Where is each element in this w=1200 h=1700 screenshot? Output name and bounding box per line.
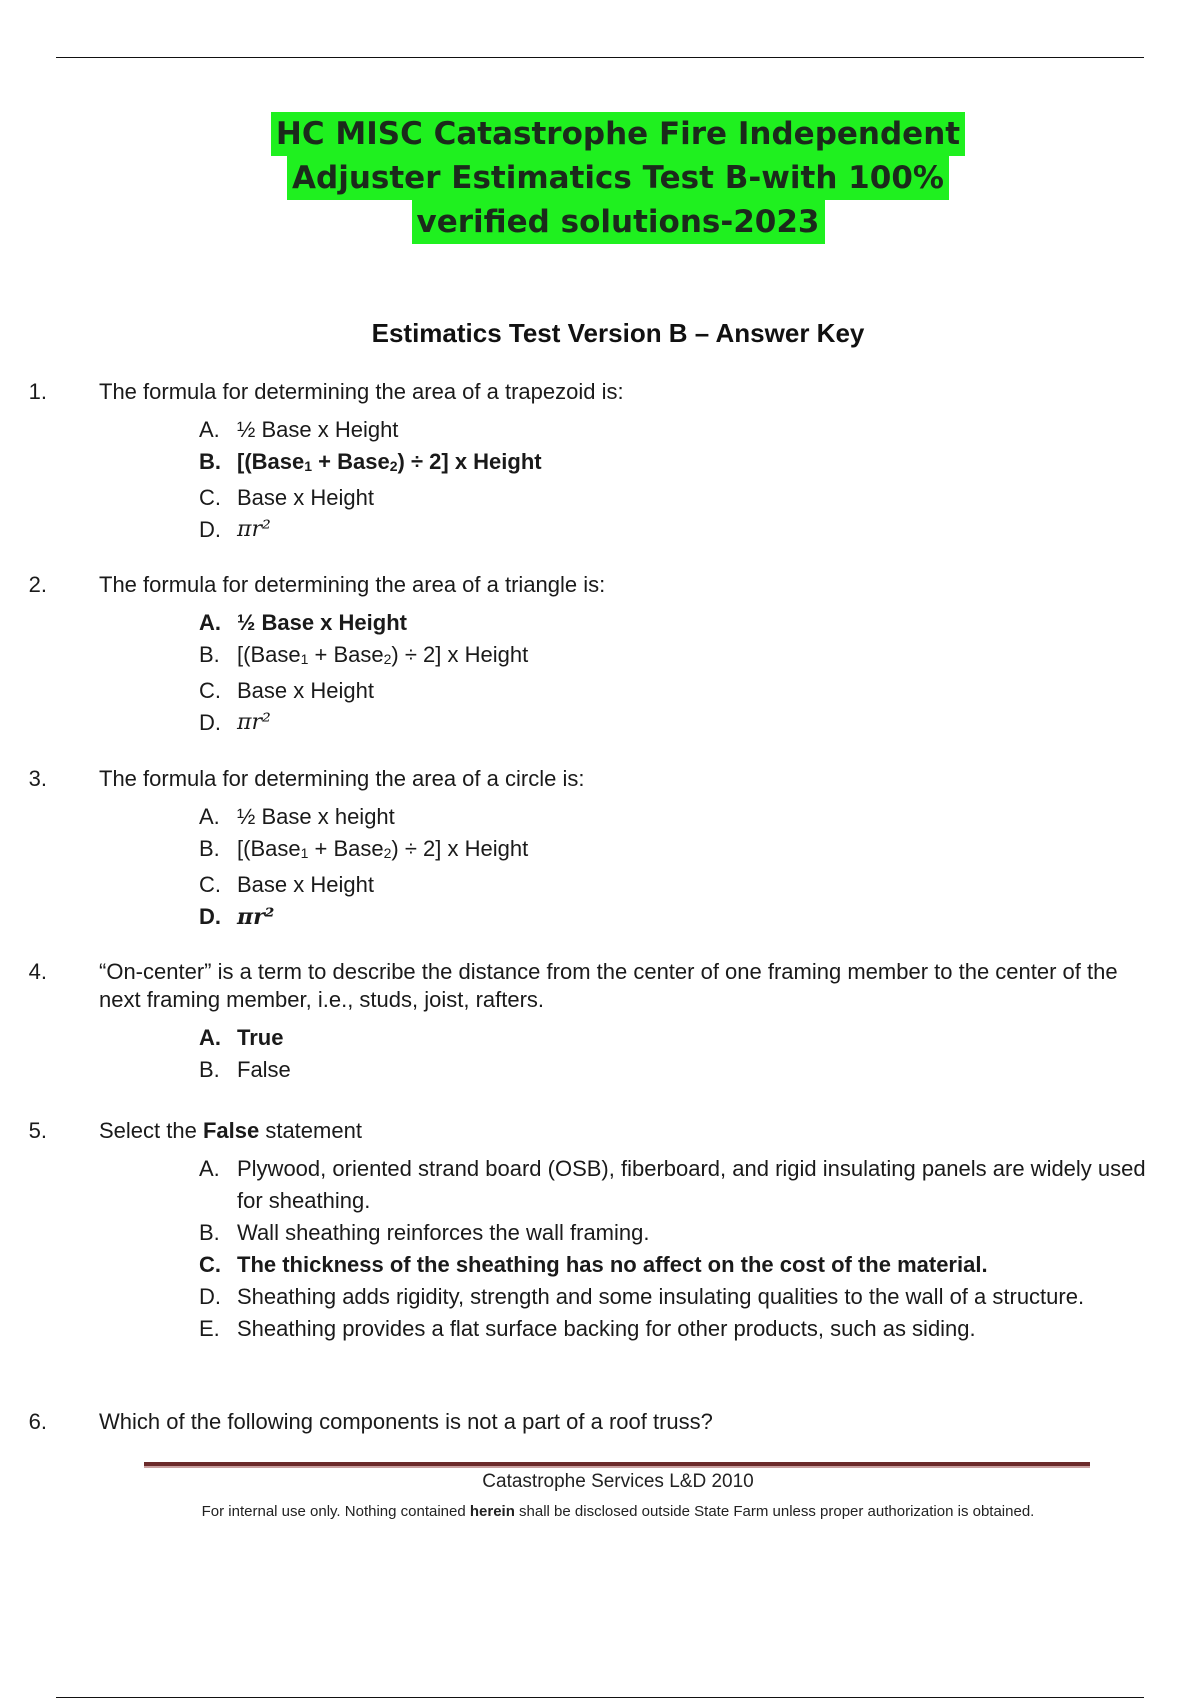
option-a: A. ½ Base x Height xyxy=(199,417,399,442)
footer-credit: Catastrophe Services L&D 2010 xyxy=(482,1471,754,1492)
question-number: 4. xyxy=(28,959,47,984)
top-rule xyxy=(56,57,1144,58)
option-d: D. πr² xyxy=(199,710,271,735)
question-text: The formula for determining the area of a circle is: xyxy=(99,766,585,791)
question-number: 3. xyxy=(28,766,47,791)
option-a-correct: A. ½ Base x Height xyxy=(199,610,407,635)
document-title xyxy=(0,112,1200,244)
question-number: 5. xyxy=(28,1118,47,1143)
option-c: C. Base x Height xyxy=(199,678,374,703)
option-c: C. Base x Height xyxy=(199,872,374,897)
option-c-correct: C. The thickness of the sheathing has no affect on the cost of the material. xyxy=(199,1252,988,1277)
option-b: B. [(Base1 + Base2) ÷ 2] x Height xyxy=(199,642,529,667)
option-a: A. ½ Base x height xyxy=(199,804,395,829)
question-text: The formula for determining the area of a triangle is: xyxy=(99,572,606,597)
question-2 xyxy=(0,571,1150,739)
question-text: Which of the following components is not a part of a roof truss? xyxy=(99,1409,713,1434)
question-text: The formula for determining the area of a trapezoid is: xyxy=(99,379,624,404)
footer-divider xyxy=(144,1462,1090,1468)
option-b: B. [(Base1 + Base2) ÷ 2] x Height xyxy=(199,836,529,861)
question-6 xyxy=(0,1408,1150,1436)
question-1 xyxy=(0,378,1150,546)
option-b: B. Wall sheathing reinforces the wall framing. xyxy=(199,1220,650,1245)
footer-disclaimer: For internal use only. Nothing contained herein shall be disclosed outside State Farm unless proper authorization is obtained. xyxy=(201,1503,1035,1520)
answer-key-heading: Estimatics Test Version B – Answer Key xyxy=(371,318,865,348)
question-number: 2. xyxy=(28,572,47,597)
option-b: B. False xyxy=(199,1057,291,1082)
option-a: A. Plywood, oriented strand board (OSB), fiberboard, and rigid insulating panels are widely used for sheathing. xyxy=(199,1156,1146,1213)
title-line-3: verified solutions-2023 xyxy=(412,200,825,244)
title-line-1: HC MISC Catastrophe Fire Independent xyxy=(271,112,965,156)
question-4 xyxy=(0,958,1150,1086)
question-3 xyxy=(0,765,1150,933)
option-a-correct: A. True xyxy=(199,1025,284,1050)
question-number: 6. xyxy=(28,1409,47,1434)
option-d-correct: D. πr² xyxy=(199,904,275,930)
option-e: E. Sheathing provides a flat surface backing for other products, such as siding. xyxy=(199,1316,976,1341)
option-d: D. πr² xyxy=(199,517,271,542)
bottom-rule xyxy=(56,1697,1144,1698)
question-text: “On-center” is a term to describe the distance from the center of one framing member to the center of the next framing member, i.e., studs, joist, rafters. xyxy=(99,959,1118,1012)
question-5 xyxy=(0,1117,1150,1345)
question-text: Select the False statement xyxy=(99,1118,362,1143)
question-number: 1. xyxy=(28,379,47,404)
option-b-correct: B. [(Base1 + Base2) ÷ 2] x Height xyxy=(199,449,542,474)
option-c: C. Base x Height xyxy=(199,485,374,510)
option-d: D. Sheathing adds rigidity, strength and some insulating qualities to the wall of a structure. xyxy=(199,1284,1085,1309)
title-line-2: Adjuster Estimatics Test B-with 100% xyxy=(287,156,949,200)
